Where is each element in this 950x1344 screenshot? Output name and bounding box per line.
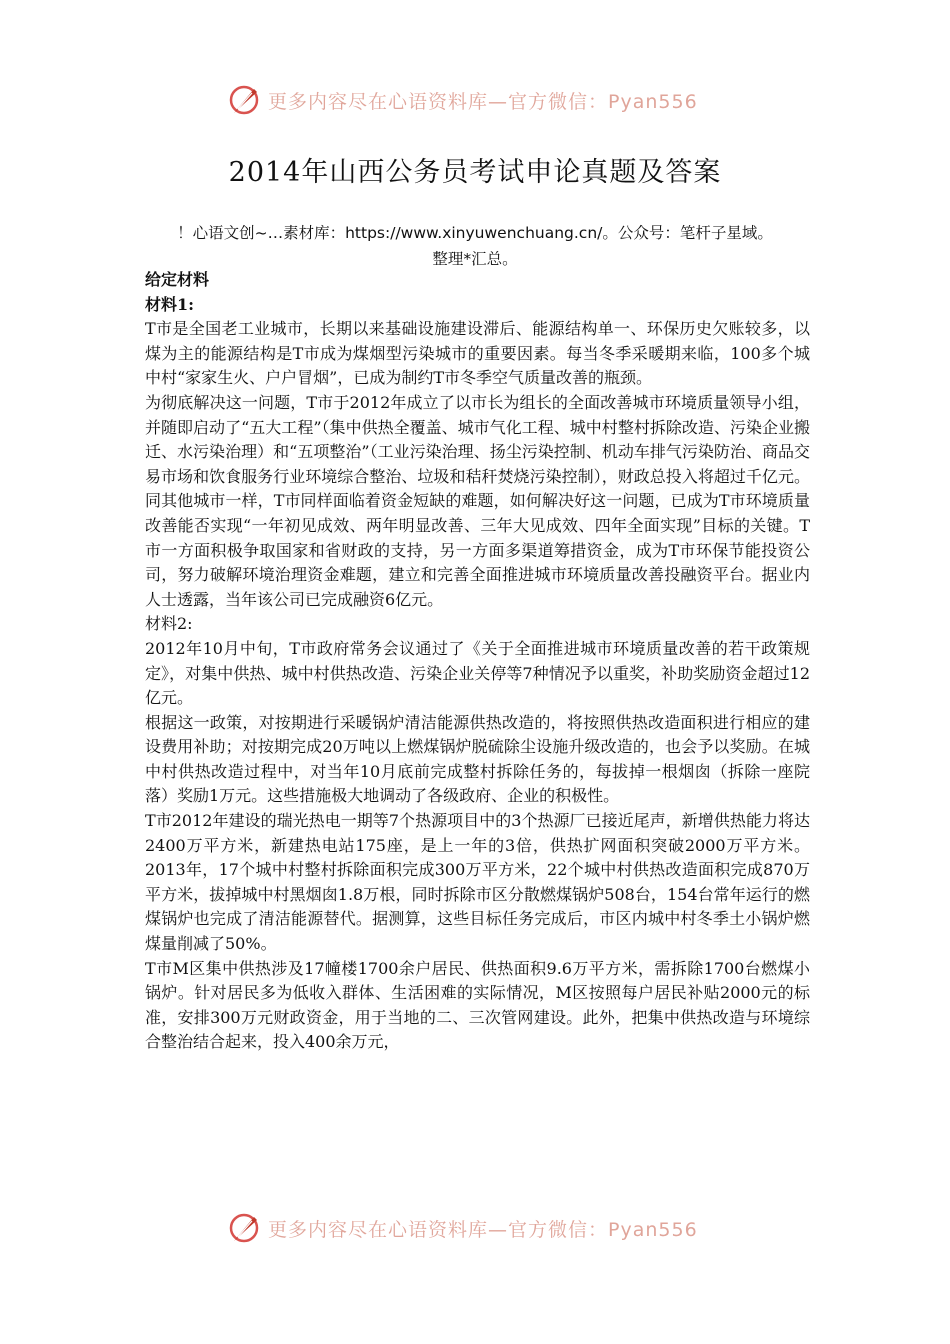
notice-line-2: 整理*汇总。 (432, 250, 518, 268)
material-2-paragraph: T市M区集中供热涉及17幢楼1700余户居民、供热面积9.6万平方米，需拆除1700台燃煤小锅炉。针对居民多为低收入群体、生活困难的实际情况，M区按照每户居民补贴2000元的标准，安排300万元财政资金，用于当地的二、三次管网建设。此外，把集中供热改造与环境综合整治结合起来，投入400余万元， (145, 958, 810, 1052)
notice-line-1: ！心语文创~…素材库：https://www.xinyuwenchuang.cn/。公众号：笔杆子星域。 (177, 224, 773, 242)
material-2-paragraph: T市2012年建设的瑞光热电一期等7个热源项目中的3个热源厂已接近尾声，新增供热能力将达2400万平方米，新建热电站175座，是上一年的3倍，供热扩网面积突破2000万平方米。2013年，17个城中村整村拆除面积完成300万平方米，22个城中村供热改造面积完成870万平方米，拔掉城中村黑烟囱1.8万根，同时拆除市区分散燃煤锅炉508台，154台常年运行的燃煤锅炉也完成了清洁能源替代。据测算，这些目标任务完成后，市区内城中村冬季土小锅炉燃煤量削减了50%。 (145, 811, 810, 954)
material-1-paragraph: T市是全国老工业城市，长期以来基础设施建设滞后、能源结构单一、环保历史欠账较多，以煤为主的能源结构是T市成为煤烟型污染城市的重要因素。每当冬季采暖期来临，100多个城中村“家家生火、户户冒烟”，已成为制约T市冬季空气质量改善的瓶颈。 (145, 319, 810, 388)
source-notice (120, 220, 830, 272)
quill-pen-logo (228, 83, 262, 117)
material-2-paragraph: 2012年10月中旬，T市政府常务会议通过了《关于全面推进城市环境质量改善的若干政策规定》，对集中供热、城中村供热改造、污染企业关停等7种情况予以重奖，补助奖励资金超过12亿元。 (145, 638, 810, 708)
material-1-paragraph: 为彻底解决这一问题，T市于2012年成立了以市长为组长的全面改善城市环境质量领导小组，并随即启动了“五大工程”（集中供热全覆盖、城市气化工程、城中村整村拆除改造、污染企业搬迁、水污染治理）和“五项整治”（工业污染治理、扬尘污染控制、机动车排气污染防治、商品交易市场和饮食服务行业环境综合整治、垃圾和秸秆焚烧污染控制），财政总投入将超过千亿元。同其他城市一样，T市同样面临着资金短缺的难题，如何解决好这一问题，已成为T市环境质量改善能否实现“一年初见成效、两年明显改善、三年大见成效、四年全面实现”目标的关键。T市一方面积极争取国家和省财政的支持，另一方面多渠道筹措资金，成为T市环保节能投资公司，努力破解环境治理资金难题，建立和完善全面推进城市环境质量改善投融资平台。据业内人士透露，当年该公司已完成融资6亿元。 (145, 392, 810, 609)
quill-pen-logo (228, 1211, 262, 1245)
material-2-paragraph: 根据这一政策，对按期进行采暖锅炉清洁能源供热改造的，将按照供热改造面积进行相应的建设费用补助；对按期完成20万吨以上燃煤锅炉脱硫除尘设施升级改造的，也会予以奖励。在城中村供热改造过程中，对当年10月底前完成整村拆除任务的，每拔掉一根烟囱（拆除一座院落）奖励1万元。这些措施极大地调动了各级政府、企业的积极性。 (145, 712, 810, 806)
banner-text: 更多内容尽在心语资料库—官方微信：Pyan556 (268, 1218, 698, 1241)
section-heading: 给定材料 (145, 270, 210, 289)
material-1-heading: 材料1: (145, 294, 195, 314)
material-2-heading: 材料2: (145, 614, 193, 634)
document-body (145, 268, 810, 1055)
header-banner (228, 82, 698, 118)
banner-text: 更多内容尽在心语资料库—官方微信：Pyan556 (268, 90, 698, 113)
document-title: 2014年山西公务员考试申论真题及答案 (228, 157, 722, 188)
footer-banner (228, 1210, 698, 1246)
